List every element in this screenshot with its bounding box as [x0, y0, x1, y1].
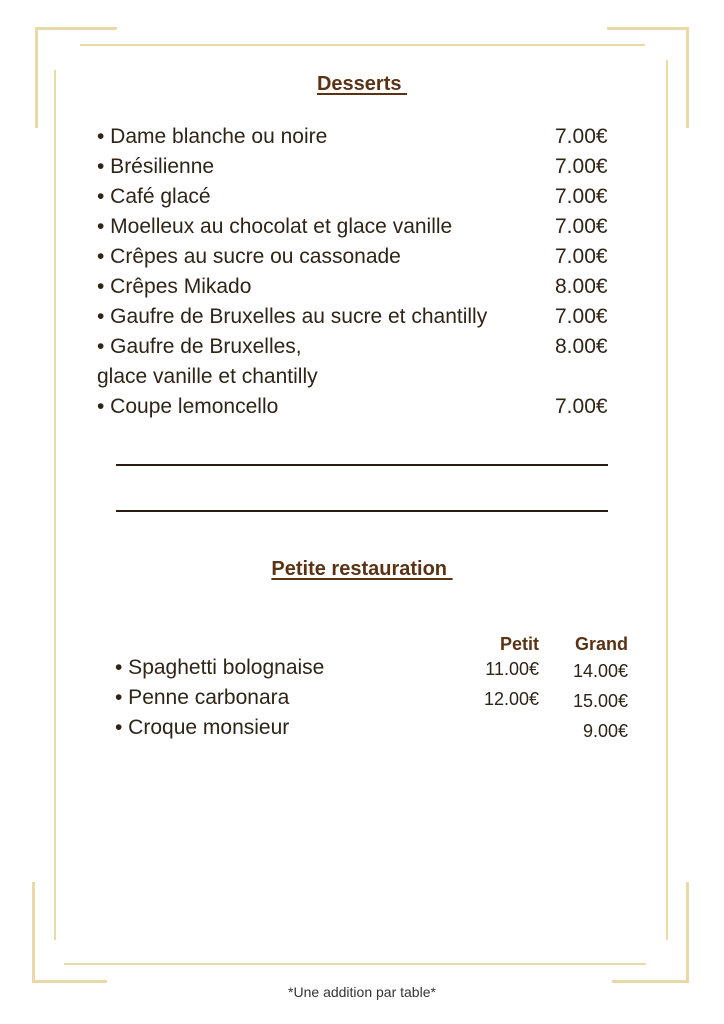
- dessert-price: 7.00€: [555, 215, 608, 238]
- dessert-name: • Café glacé: [97, 185, 211, 208]
- border-corner: [32, 882, 35, 983]
- dessert-price: 7.00€: [555, 155, 608, 178]
- dessert-price: 7.00€: [555, 305, 608, 328]
- border-line: [80, 44, 645, 46]
- border-corner: [35, 27, 117, 30]
- price-grand: 14.00€: [572, 661, 628, 681]
- divider: [116, 510, 608, 512]
- border-corner: [612, 980, 689, 983]
- dessert-name: • Gaufre de Bruxelles,: [97, 335, 302, 358]
- dish-name: • Croque monsieur: [115, 716, 290, 739]
- border-corner: [686, 882, 689, 983]
- dish-name: • Penne carbonara: [115, 686, 290, 709]
- dessert-name: • Coupe lemoncello: [97, 395, 279, 418]
- dessert-name: • Gaufre de Bruxelles au sucre et chantilly: [97, 305, 488, 328]
- dessert-name: • Brésilienne: [97, 155, 215, 178]
- price-grand: 9.00€: [582, 721, 628, 741]
- dessert-price: 8.00€: [555, 335, 608, 358]
- dessert-name: glace vanille et chantilly: [97, 365, 318, 388]
- dessert-price: 7.00€: [555, 125, 608, 148]
- price-petit: 11.00€: [485, 659, 539, 679]
- divider: [116, 464, 608, 466]
- footer-note: *Une addition par table*: [288, 984, 436, 1000]
- price-grand: 15.00€: [572, 691, 628, 711]
- dessert-name: • Crêpes Mikado: [97, 275, 252, 298]
- dessert-name: • Dame blanche ou noire: [97, 125, 328, 148]
- dessert-name: • Moelleux au chocolat et glace vanille: [97, 215, 453, 238]
- border-line: [54, 70, 56, 940]
- column-header-grand: Grand: [574, 634, 628, 654]
- petite-restauration-heading: Petite restauration: [271, 558, 453, 580]
- border-corner: [32, 980, 107, 983]
- dessert-price: 7.00€: [555, 395, 608, 418]
- dessert-price: 7.00€: [555, 245, 608, 268]
- desserts-heading: Desserts: [316, 73, 408, 95]
- dessert-price: 7.00€: [555, 185, 608, 208]
- dish-name: • Spaghetti bolognaise: [115, 656, 325, 679]
- border-corner: [607, 27, 689, 30]
- dessert-price: 8.00€: [555, 275, 608, 298]
- price-petit: 12.00€: [483, 689, 539, 709]
- border-line: [666, 60, 668, 940]
- border-line: [64, 963, 646, 965]
- column-header-petit: Petit: [499, 634, 539, 654]
- dessert-name: • Crêpes au sucre ou cassonade: [97, 245, 401, 268]
